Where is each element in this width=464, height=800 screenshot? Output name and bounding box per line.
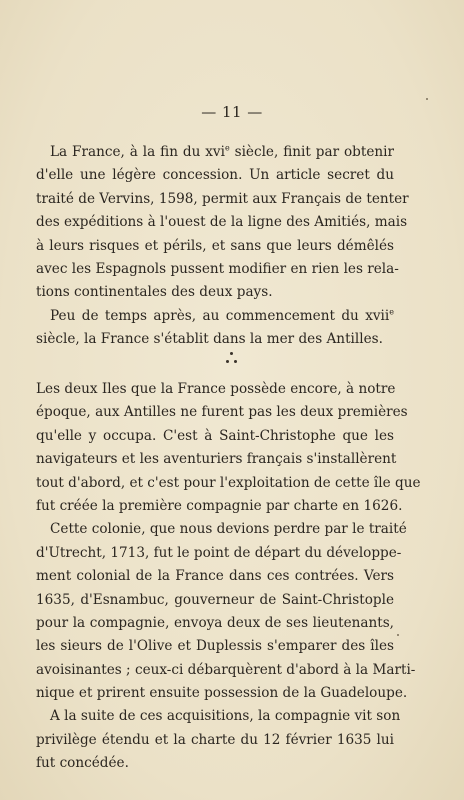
paper-speck <box>397 634 399 636</box>
text-line: avec les Espagnols pussent modifier en rien les rela- <box>36 260 399 277</box>
asterism-separator <box>0 349 464 369</box>
text-line: traité de Vervins, 1598, permit aux Français de tenter <box>36 190 409 207</box>
text-line: avoisinantes ; ceux-ci débarquèrent d'abord à la Marti- <box>36 661 416 678</box>
text-line: les sieurs de l'Olive et Duplessis s'emparer des îles <box>36 638 394 655</box>
text-line: ment colonial de la France dans ces contrées. Vers <box>36 568 394 585</box>
text-line: A la suite de ces acquisitions, la compagnie vit son <box>50 708 401 725</box>
text-line: des expéditions à l'ouest de la ligne des Amitiés, mais <box>36 214 408 231</box>
text-line: tions continentales des deux pays. <box>36 284 273 301</box>
text-line: navigateurs et les aventuriers français s'installèrent <box>36 451 397 468</box>
paragraph-block-2 <box>36 378 421 776</box>
text-line: La France, à la fin du xvi$^e$ siècle, finit par obtenir <box>50 143 394 160</box>
text-line: fut concédée. <box>36 755 129 772</box>
text-line: à leurs risques et périls, et sans que leurs démêlés <box>36 237 394 254</box>
text-line: Cette colonie, que nous devions perdre par le traité <box>50 521 407 538</box>
text-line: tout d'abord, et c'est pour l'exploitation de cette île que <box>36 474 421 491</box>
text-line: époque, aux Antilles ne furent pas les deux premières <box>36 404 408 421</box>
text-line: d'elle une légère concession. Un article secret du <box>36 167 394 184</box>
text-line: Les deux Iles que la France possède encore, à notre <box>36 381 396 397</box>
text-line: qu'elle y occupa. C'est à Saint-Christophe que les <box>36 427 394 444</box>
text-line: nique et prirent ensuite possession de la Guadeloupe. <box>36 685 408 702</box>
page-number: — 11 — <box>201 103 263 121</box>
text-line: d'Utrecht, 1713, fut le point de départ du développe- <box>36 544 402 561</box>
text-line: 1635, d'Esnambuc, gouverneur de Saint-Christople <box>36 591 394 608</box>
paragraph-block-1 <box>36 141 409 352</box>
separator-dot <box>230 352 233 355</box>
text-line: Peu de temps après, au commencement du xvii$^e$ <box>50 307 394 324</box>
paper-speck <box>426 98 428 100</box>
text-line: siècle, la France s'établit dans la mer des Antilles. <box>36 331 383 348</box>
separator-dot <box>226 360 229 363</box>
separator-dot <box>234 360 237 363</box>
text-line: fut créée la première compagnie par charte en 1626. <box>36 497 403 514</box>
text-line: privilège étendu et la charte du 12 février 1635 lui <box>36 731 394 748</box>
text-line: pour la compagnie, envoya deux de ses lieutenants, <box>36 614 394 631</box>
